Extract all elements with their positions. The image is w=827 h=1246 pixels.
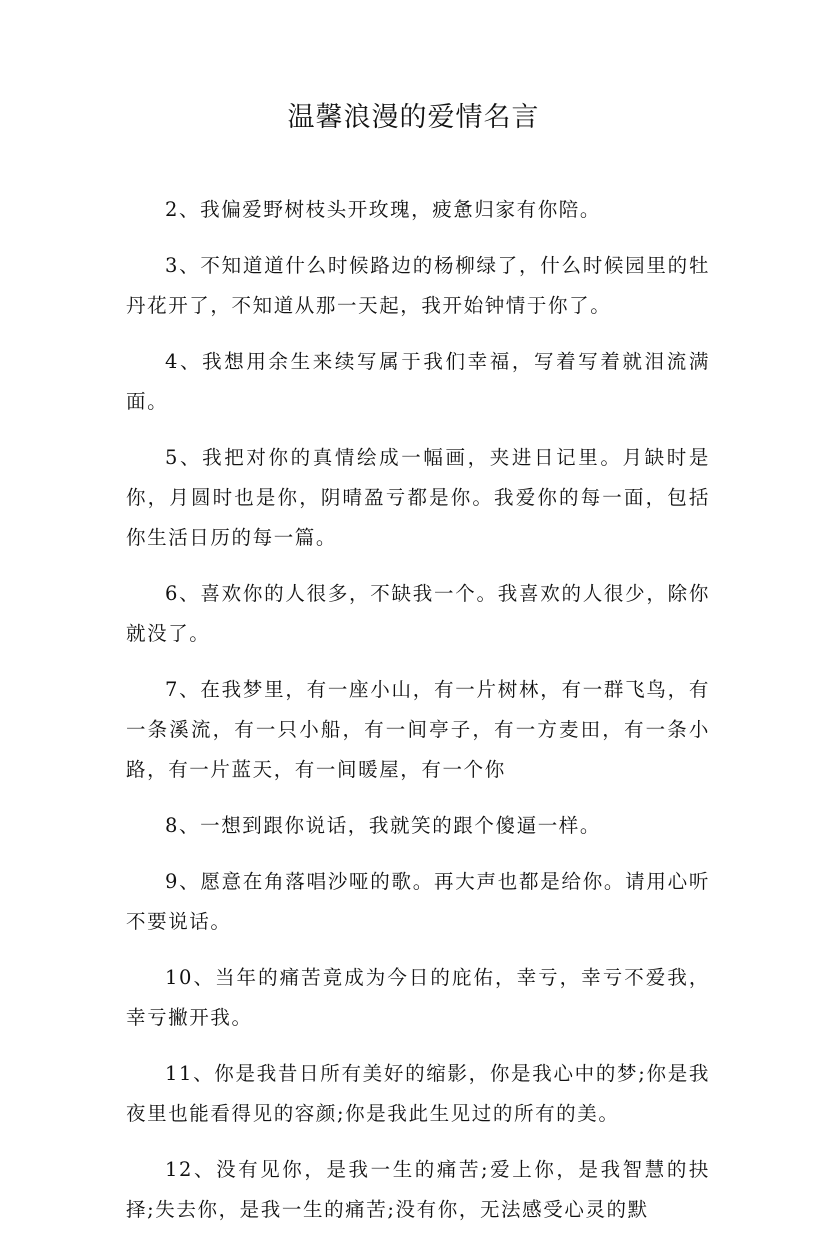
- document-title: 温馨浪漫的爱情名言: [287, 102, 540, 133]
- quote-paragraph: 11、你是我昔日所有美好的缩影，你是我心中的梦;你是我夜里也能看得见的容颜;你是我此生见过的所有的美。: [126, 1062, 710, 1125]
- quote-paragraph: 10、当年的痛苦竟成为今日的庇佑，幸亏，幸亏不爱我，幸亏撇开我。: [126, 966, 710, 1029]
- quote-paragraph: 4、我想用余生来续写属于我们幸福，写着写着就泪流满面。: [126, 350, 710, 413]
- quote-paragraph: 9、愿意在角落唱沙哑的歌。再大声也都是给你。请用心听不要说话。: [126, 870, 710, 933]
- quote-paragraph: 5、我把对你的真情绘成一幅画，夹进日记里。月缺时是你，月圆时也是你，阴晴盈亏都是你。我爱你的每一面，包括你生活日历的每一篇。: [126, 446, 710, 549]
- quote-paragraph: 2、我偏爱野树枝头开玫瑰，疲惫归家有你陪。: [165, 198, 602, 221]
- quote-paragraph: 8、一想到跟你说话，我就笑的跟个傻逼一样。: [165, 814, 602, 837]
- quote-paragraph: 7、在我梦里，有一座小山，有一片树林，有一群飞鸟，有一条溪流，有一只小船，有一间亭子，有一方麦田，有一条小路，有一片蓝天，有一间暖屋，有一个你: [126, 678, 710, 781]
- quote-paragraph: 3、不知道道什么时候路边的杨柳绿了，什么时候园里的牡丹花开了，不知道从那一天起，我开始钟情于你了。: [126, 254, 710, 317]
- quote-paragraph: 12、没有见你，是我一生的痛苦;爱上你，是我智慧的抉择;失去你，是我一生的痛苦;没有你，无法感受心灵的默: [126, 1158, 710, 1221]
- quote-paragraph: 6、喜欢你的人很多，不缺我一个。我喜欢的人很少，除你就没了。: [126, 582, 710, 645]
- document-body: [126, 190, 710, 1246]
